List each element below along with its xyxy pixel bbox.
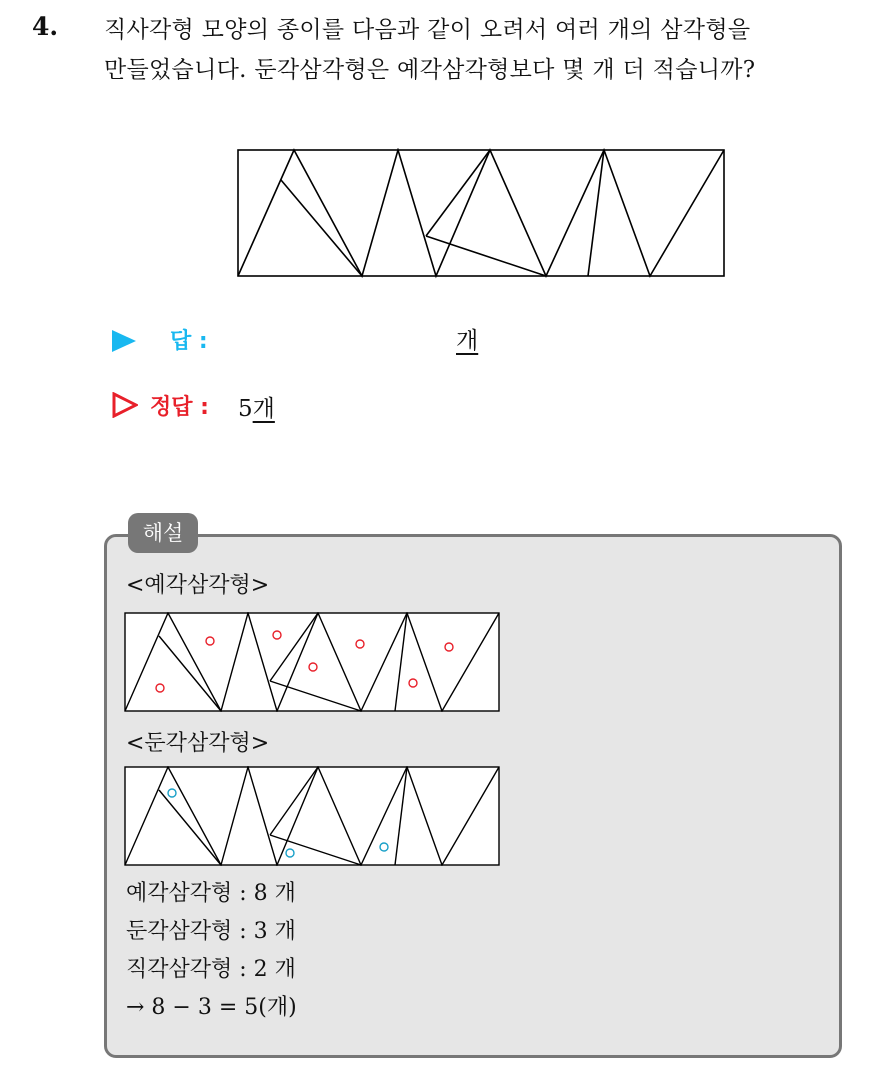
correct-unit: 개 xyxy=(252,396,275,422)
question-line-2: 만들었습니다. 둔각삼각형은 예각삼각형보다 몇 개 더 적습니까? xyxy=(104,57,756,83)
correct-marker-icon xyxy=(112,392,138,418)
obtuse-figure xyxy=(124,766,500,866)
question-number: 4. xyxy=(32,12,59,41)
answer-label: 답 : xyxy=(170,329,208,354)
correct-value: 5 xyxy=(238,396,253,422)
acute-heading: <예각삼각형> xyxy=(126,573,270,598)
question-text xyxy=(104,10,874,90)
triangle-figure xyxy=(236,148,726,280)
answer-marker-icon xyxy=(112,330,136,352)
result-obtuse: 둔각삼각형 : 3 개 xyxy=(126,919,296,944)
answer-unit: 개 xyxy=(456,328,479,354)
acute-figure xyxy=(124,612,500,712)
result-equation: → 8 − 3 = 5(개) xyxy=(126,995,297,1020)
result-acute: 예각삼각형 : 8 개 xyxy=(126,881,296,906)
explanation-tag: 해설 xyxy=(128,513,198,553)
zigzag-cut xyxy=(238,150,724,276)
cut-line-1 xyxy=(281,180,362,276)
correct-answer xyxy=(238,390,275,423)
question-line-1: 직사각형 모양의 종이를 다음과 같이 오려서 여러 개의 삼각형을 xyxy=(104,17,751,43)
paper-rectangle xyxy=(238,150,724,276)
obtuse-heading: <둔각삼각형> xyxy=(126,731,270,756)
correct-label: 정답 : xyxy=(150,395,209,420)
result-right: 직각삼각형 : 2 개 xyxy=(126,957,296,982)
